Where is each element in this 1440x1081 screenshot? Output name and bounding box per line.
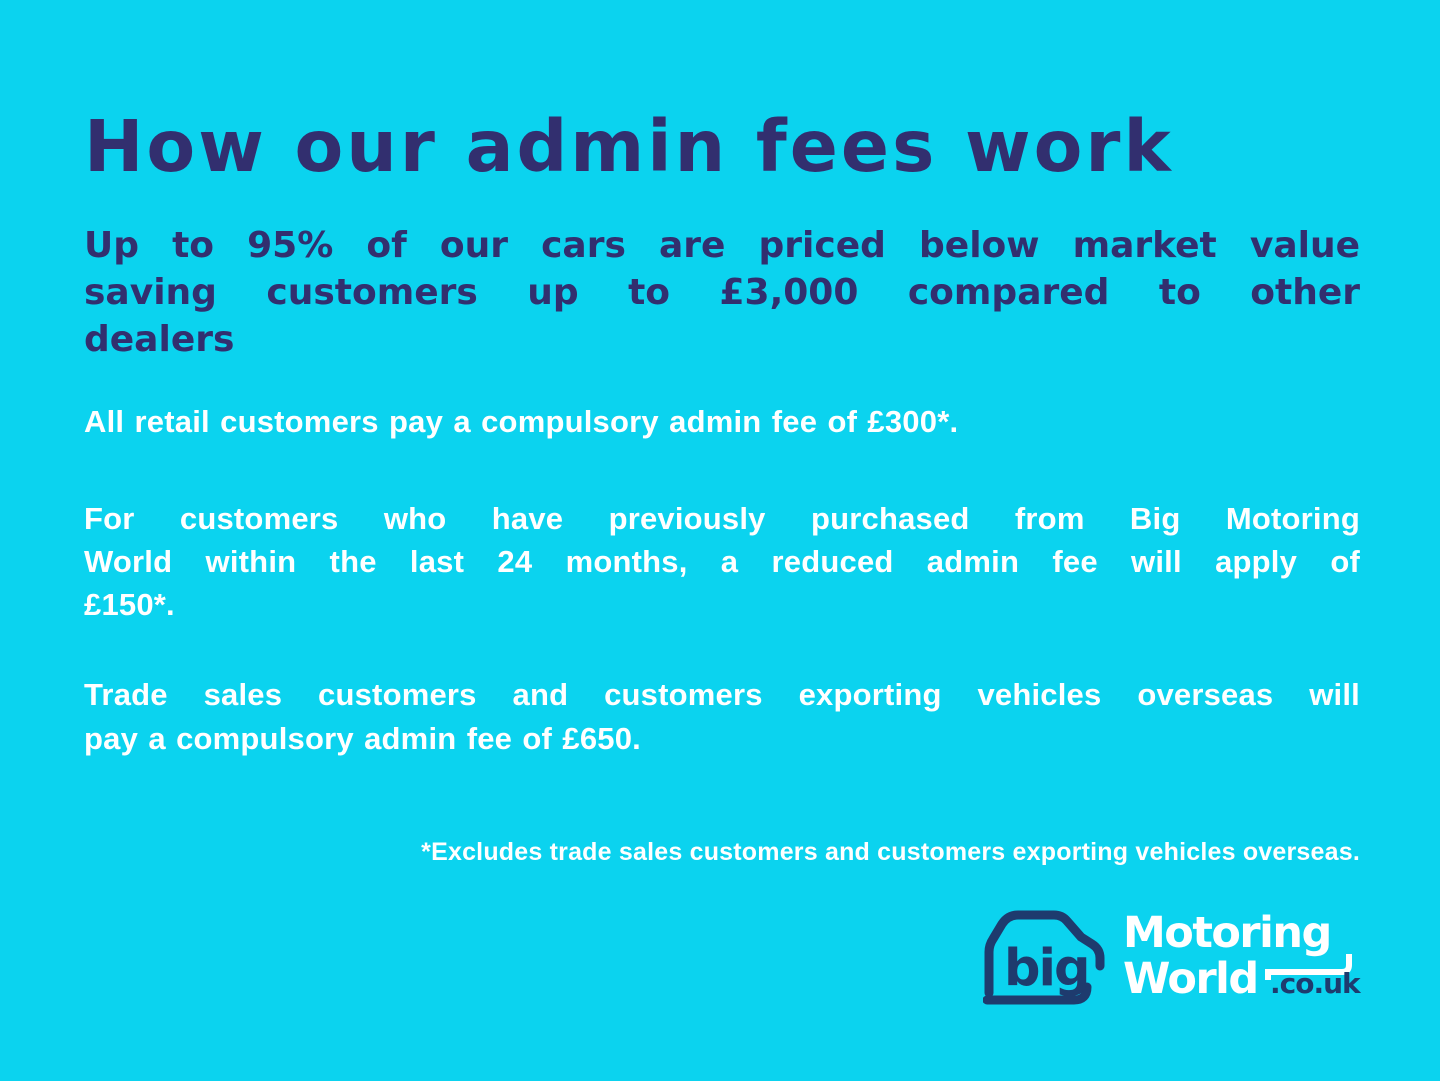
paragraph-line: Trade sales customers and customers exporting vehicles overseas will bbox=[84, 677, 1360, 712]
paragraph-line: World within the last 24 months, a reduced admin fee will apply of bbox=[84, 544, 1360, 579]
logo-big-label: big bbox=[1004, 939, 1089, 998]
trade-export-fee-paragraph bbox=[84, 673, 1360, 761]
returning-customer-fee-paragraph bbox=[84, 497, 1360, 626]
subheading-line: dealers bbox=[84, 319, 235, 360]
subheading-line: Up to 95% of our cars are priced below market value bbox=[84, 225, 1360, 266]
paragraph-line: For customers who have previously purchased from Big Motoring bbox=[84, 501, 1360, 536]
paragraph-line: £150*. bbox=[84, 587, 175, 622]
subheading-line: saving customers up to £3,000 compared to other bbox=[84, 272, 1360, 313]
logo-domain-suffix: .co.uk bbox=[1270, 967, 1360, 1000]
footnote: *Excludes trade sales customers and customers exporting vehicles overseas. bbox=[421, 838, 1360, 866]
paragraph-line: pay a compulsory admin fee of £650. bbox=[84, 721, 641, 756]
retail-fee-paragraph: All retail customers pay a compulsory admin fee of £300*. bbox=[84, 404, 959, 439]
logo-wordmark-world: World bbox=[1123, 954, 1258, 1004]
big-motoring-world-logo bbox=[983, 900, 1370, 1016]
subheading bbox=[84, 222, 1360, 363]
logo-wordmark-motoring: Motoring bbox=[1123, 908, 1331, 958]
page-title: How our admin fees work bbox=[84, 105, 1174, 188]
